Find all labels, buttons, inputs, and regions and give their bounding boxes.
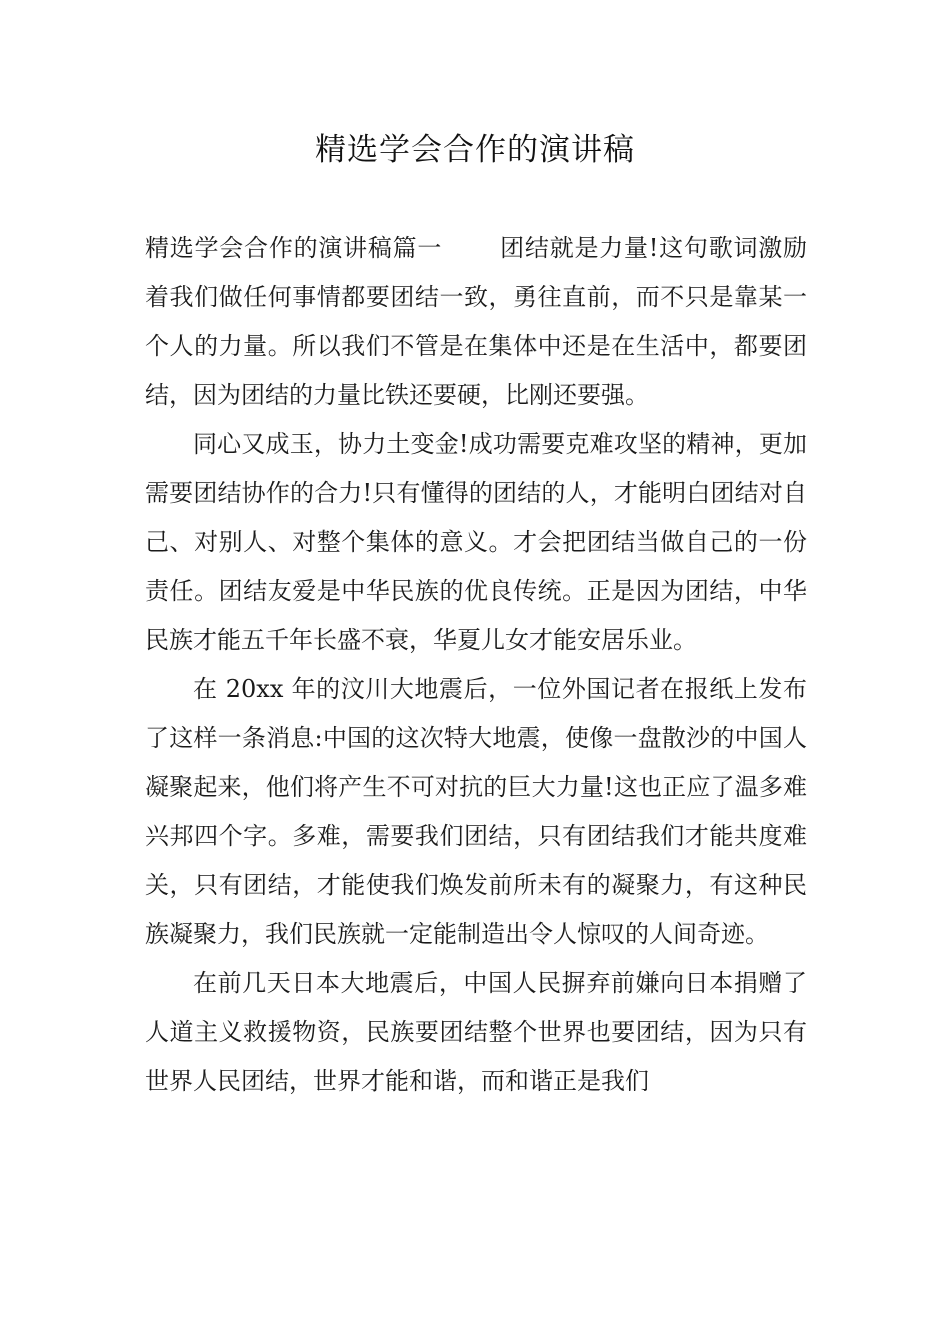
paragraph-2: 同心又成玉，协力土变金!成功需要克难攻坚的精神，更加需要团结协作的合力!只有懂得的团结的人，才能明白团结对自己、对别人、对整个集体的意义。才会把团结当做自己的一份责任。团结友爱是中华民族的优良传统。正是因为团结，中华民族才能五千年长盛不衰，华夏儿女才能安居乐业。 — [145, 430, 807, 654]
paragraph-3: 在 20xx 年的汶川大地震后，一位外国记者在报纸上发布了这样一条消息:中国的这次特大地震，使像一盘散沙的中国人凝聚起来，他们将产生不可对抗的巨大力量!这也正应了温多难兴邦四个字。多难，需要我们团结，只有团结我们才能共度难关，只有团结，才能使我们焕发前所未有的凝聚力，有这种民族凝聚力，我们民族就一定能制造出令人惊叹的人间奇迹。 — [145, 675, 807, 948]
section-heading: 精选学会合作的演讲稿篇一 — [145, 234, 443, 262]
document-title: 精选学会合作的演讲稿 — [315, 132, 635, 168]
paragraph-1-text: 团结就是力量!这句歌词激励着我们做任何事情都要团结一致，勇往直前，而不只是靠某一个人的力量。所以我们不管是在集体中还是在生活中，都要团结，因为团结的力量比铁还要硬，比刚还要强。 — [145, 234, 807, 409]
paragraph-1 — [145, 224, 807, 420]
paragraph-4: 在前几天日本大地震后，中国人民摒弃前嫌向日本捐赠了人道主义救援物资，民族要团结整个世界也要团结，因为只有世界人民团结，世界才能和谐，而和谐正是我们 — [145, 969, 807, 1095]
document-body — [145, 224, 807, 1106]
